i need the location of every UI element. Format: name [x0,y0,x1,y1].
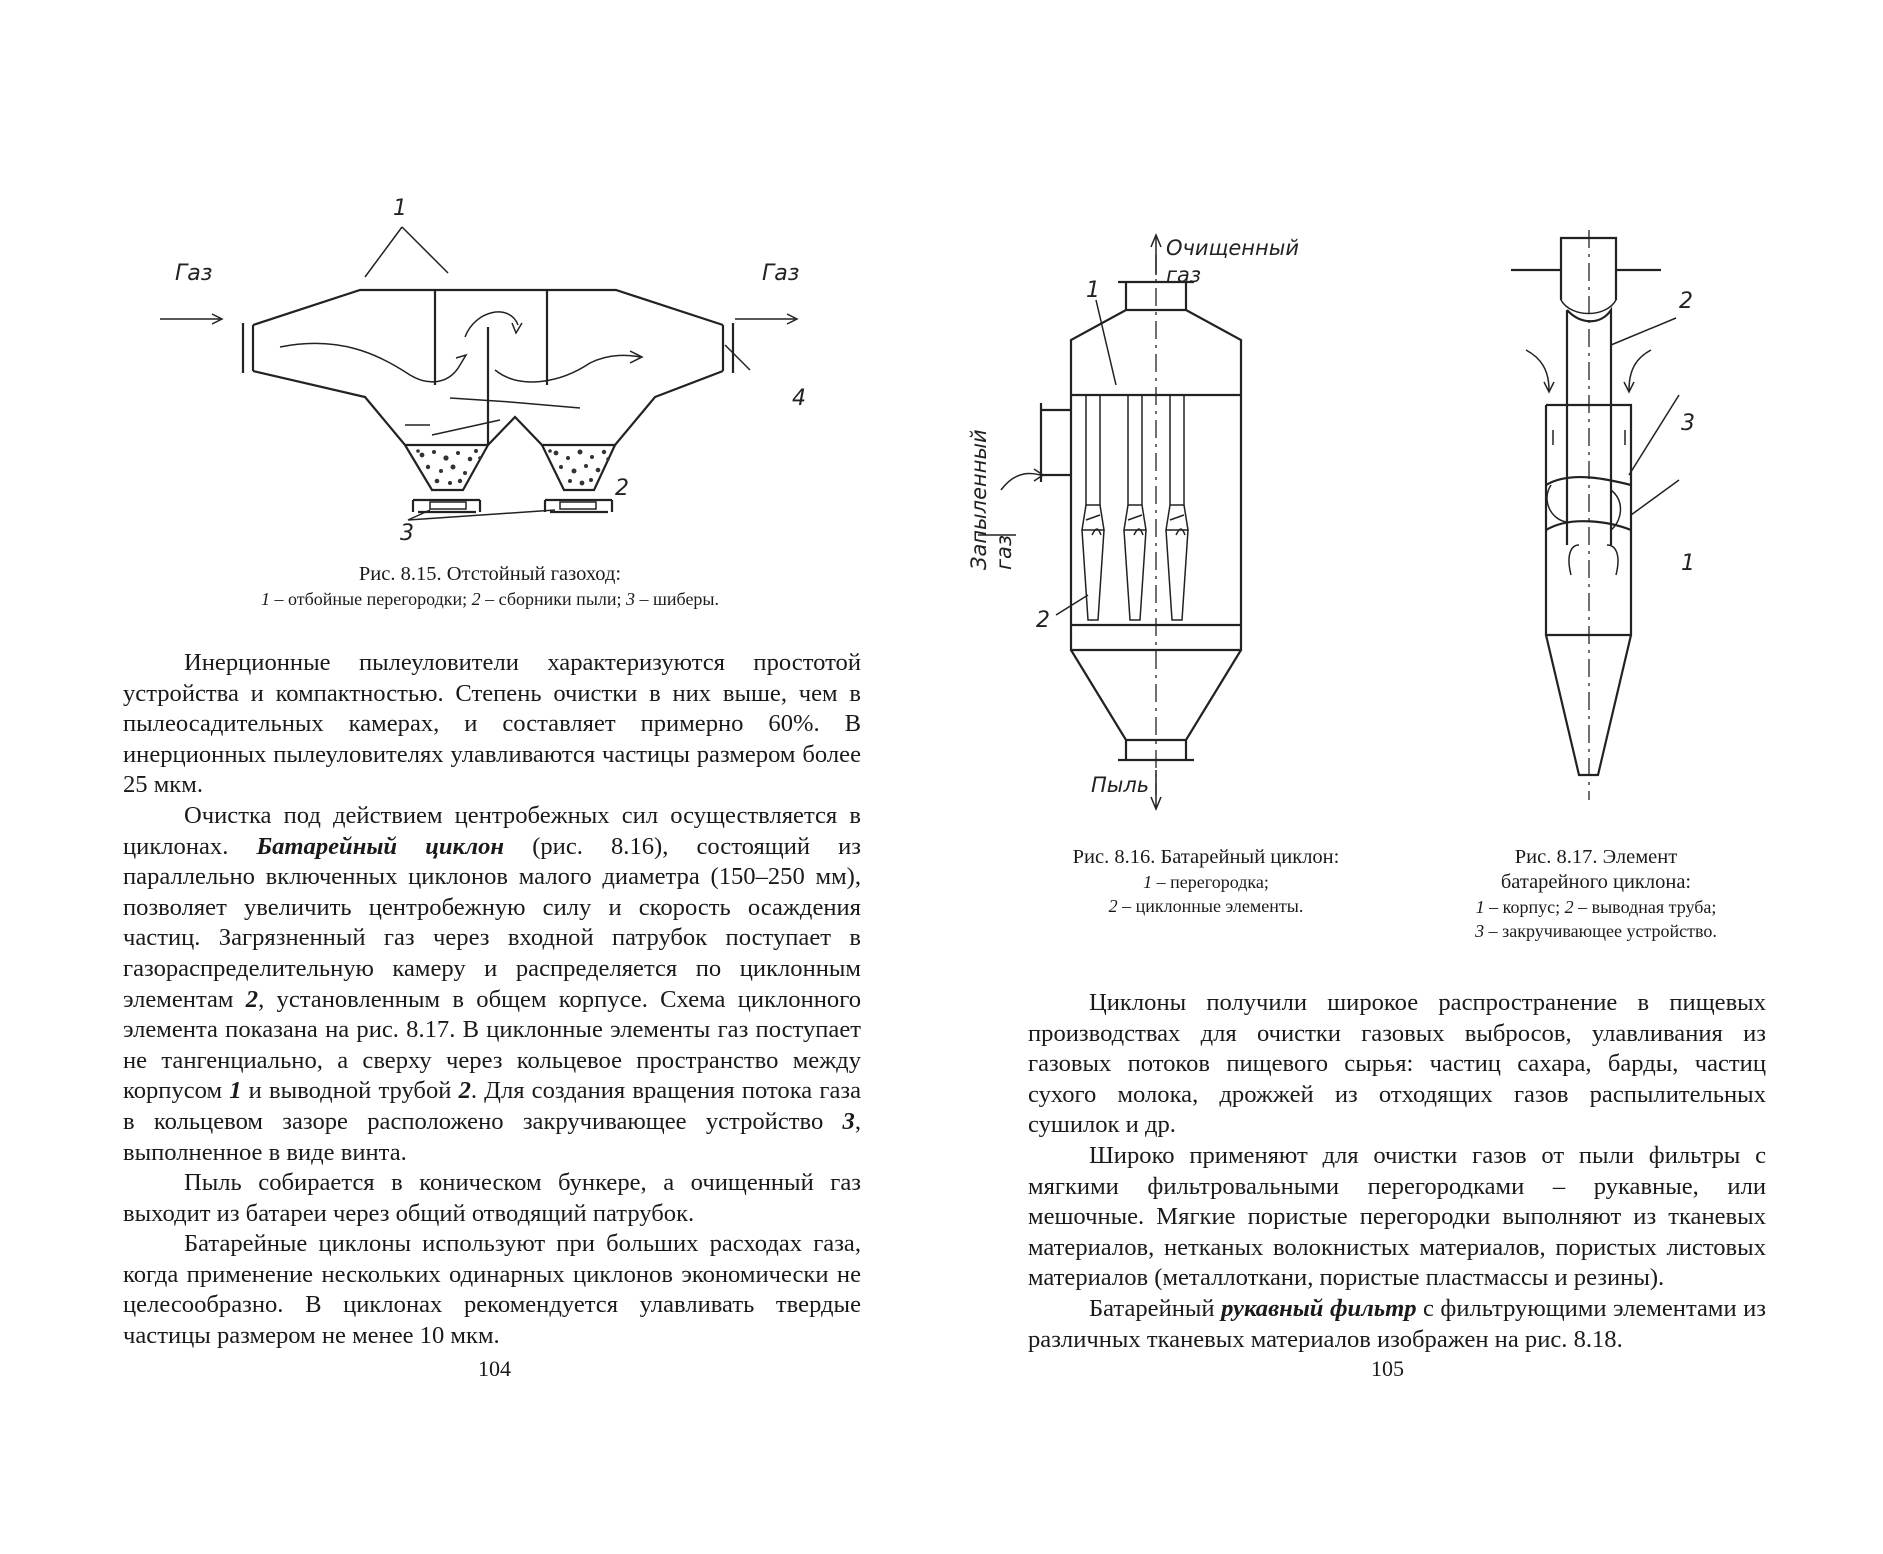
caption-title: Рис. 8.15. Отстойный газоход: [358,563,622,585]
caption-legend: 1 – отбойные перегородки; 2 – сборники пыли; 3 – шиберы. [260,589,720,609]
paragraph-dust-hopper: Пыль собирается в коническом бункере, а очищенный газ выходит из батареи через общий отводящий патрубок. [123,1169,861,1227]
label-gas-inlet: Газ [175,261,213,286]
page-number-104: 104 [478,1356,511,1381]
caption-legend-2: 2 – циклонные элементы. [1108,896,1304,916]
label-1: 1 [393,196,407,221]
term-battery-cyclone: Батарейный циклон [256,832,505,860]
figure-8-17-caption [1416,845,1776,943]
inlet-flange [243,323,253,373]
caption-title: Рис. 8.16. Батарейный циклон: [1072,846,1340,868]
right-page [941,0,1883,1554]
label-clean-gas-line2: газ [1166,263,1202,287]
right-body-text [1028,988,1766,1355]
caption-legend-1: 1 – корпус; 2 – выводная труба; [1475,897,1717,917]
page-number-105: 105 [1371,1356,1404,1381]
label-dust: Пыль [1091,773,1150,797]
paragraph-usage: Батарейные циклоны используют при больших расходах газа, когда применение нескольких одинарных циклонов экономически не целесообразно. В циклонах рекомендуется улавливать твердые частицы размером не менее 10 мкм. [123,1230,861,1350]
label-1: 1 [1681,551,1695,576]
label-2: 2 [1679,289,1693,314]
left-body-text [123,648,861,1352]
cyclone-elements [1082,395,1188,620]
caption-legend-2: 3 – закручивающее устройство. [1475,921,1717,941]
paragraph-battery-cyclone: Очистка под действием центробежных сил осуществляется в циклонах. Батарейный циклон (рис. 8.16), состоящий из параллельно включенных циклонов малого диаметра (150–250 мм), позволяет увеличить центробежную силу и скорость осаждения частиц. Загрязненный газ через входной патрубок поступает в газораспределительную камеру и распределяется по циклонным элементам 2, установленным в общем корпусе. Схема циклонного элемента показана на рис. 8.17. В циклонные элементы газ поступает не тангенциально, а сверху через кольцевое пространство между корпусом 1 и выводной трубой 2. Для создания вращения потока газа в кольцевом зазоре расположено закручивающее устройство 3, выполненное в виде винта. [123,801,862,1166]
paragraph-inertial: Инерционные пылеуловители характеризуются простотой устройства и компактностью. Степень очистки в них выше, чем в пылеосадительных камерах, и составляет примерно 60%. В инерционных пылеуловителях улавливаются частицы размером более 25 мкм. [123,649,861,799]
label-1: 1 [1086,278,1100,303]
label-clean-gas-line1: Очищенный [1166,236,1299,260]
dust-dots [416,449,610,485]
caption-legend-1: 1 – перегородка; [1143,872,1269,892]
gas-arrows [978,235,1161,809]
caption-title-1: Рис. 8.17. Элемент [1514,846,1678,868]
label-dusty-gas-line1: Запыленный [967,429,991,570]
paragraph-soft-filters: Широко применяют для очистки газов от пыли фильтры с мягкими фильтровальными перегородками – рукавные, или мешочные. Мягкие пористые перегородки выполняют из тканевых материалов, нетканых волокнистых материалов, пористых листовых материалов (металлоткани, пористые пластмассы и резины). [1028,1141,1766,1292]
label-3: 3 [400,521,414,546]
paragraph-bag-filter: Батарейный рукавный фильтр с фильтрующими элементами из различных тканевых материалов изображен на рис. 8.18. [1028,1294,1766,1353]
element-top [1511,238,1661,300]
figure-8-16-battery-cyclone [967,235,1406,815]
figure-8-17-cyclone-element [1501,230,1801,810]
term-bag-filter: рукавный фильтр [1221,1294,1417,1322]
label-4: 4 [792,386,806,411]
label-dusty-gas-line2: газ [992,534,1016,570]
label-2: 2 [615,476,629,501]
figure-8-15-caption [230,562,750,611]
label-3: 3 [1681,411,1695,436]
side-inlet [1041,403,1071,482]
label-gas-outlet: Газ [762,261,800,286]
left-page [0,0,941,1554]
gate-right [545,500,612,512]
figure-8-15-settling-gas-duct [160,196,820,555]
figure-8-16-caption [1026,845,1386,918]
gate-left [413,500,480,512]
caption-title-2: батарейного циклона: [1500,871,1692,893]
paragraph-cyclone-usage: Циклоны получили широкое распространение в пищевых производствах для очистки газовых выбросов, улавливания из газовых потоков пищевого сырья: частиц сахара, барды, частиц сухого молока, дрожжей из отходящих газов распылительных сушилок и др. [1028,989,1766,1139]
label-2: 2 [1036,608,1050,633]
